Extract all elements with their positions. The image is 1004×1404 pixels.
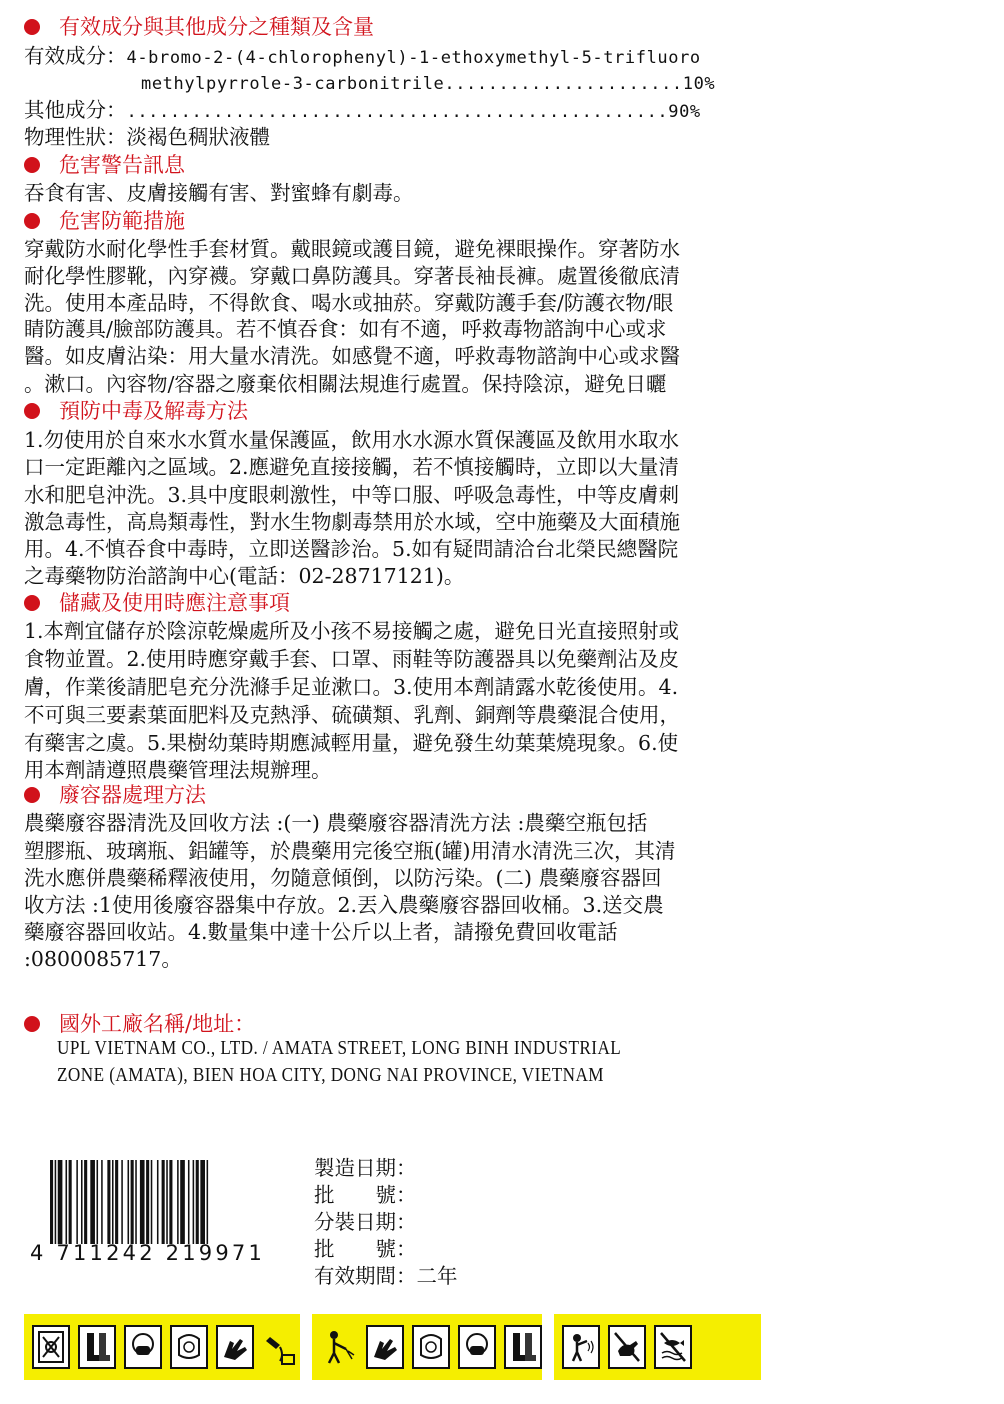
precaution-line: 洗。使用本產品時，不得飲食、喝水或抽菸。穿戴防護手套/防護衣物/眼 bbox=[24, 291, 674, 315]
harmful-animals-icon bbox=[608, 1325, 646, 1369]
active-label: 有效成分： bbox=[24, 44, 127, 68]
section-heading-storage bbox=[24, 590, 290, 616]
barcode-bar bbox=[188, 1160, 190, 1244]
barcode-bar bbox=[162, 1160, 165, 1244]
storage-line: 1.本劑宜儲存於陰涼乾燥處所及小孩不易接觸之處，避免日光直接照射或 bbox=[24, 619, 680, 643]
storage-line: 不可與三要素葉面肥料及克熱淨、硫磺類、乳劑、銅劑等農藥混合使用， bbox=[24, 703, 680, 727]
bullet-icon bbox=[24, 213, 40, 229]
barcode-bar bbox=[193, 1160, 195, 1244]
barcode-bar bbox=[50, 1160, 53, 1244]
pictogram-separator bbox=[300, 1314, 312, 1380]
other-label: 其他成分： bbox=[24, 98, 127, 122]
active-ingredient-line1: 4-bromo-2-(4-chlorophenyl)-1-ethoxymethyl-5-trifluoro bbox=[126, 48, 701, 68]
boots-icon bbox=[78, 1325, 116, 1369]
bullet-icon bbox=[24, 1016, 40, 1032]
batch-number-label: 批 號： bbox=[314, 1237, 417, 1261]
poisoning-line: 激急毒性，高鳥類毒性，對水生物劇毒禁用於水域，空中施藥及大面積施 bbox=[24, 510, 680, 534]
other-ingredient-row bbox=[24, 97, 701, 123]
packaging-date-label: 分裝日期： bbox=[314, 1210, 417, 1234]
poisoning-line: 之毒藥物防治諮詢中心(電話：02-28717121)。 bbox=[24, 564, 465, 588]
storage-line: 有藥害之虞。5.果樹幼葉時期應減輕用量，避免發生幼葉葉燒現象。6.使 bbox=[24, 731, 679, 755]
sprayer-icon bbox=[320, 1325, 358, 1369]
section-heading-precautions bbox=[24, 208, 185, 234]
barcode-bar bbox=[121, 1160, 123, 1244]
barcode-bar bbox=[146, 1160, 149, 1244]
barcode-bar bbox=[196, 1160, 199, 1244]
store-locked-icon bbox=[32, 1325, 70, 1369]
disposal-line: 塑膠瓶、玻璃瓶、鋁罐等，於農藥用完後空瓶(罐)用清水清洗三次，其清 bbox=[24, 839, 676, 863]
section-heading-hazard-warning bbox=[24, 152, 185, 178]
barcode-bar bbox=[169, 1160, 172, 1244]
bullet-icon bbox=[24, 787, 40, 803]
barcode-bar bbox=[135, 1160, 137, 1244]
barcode-bar bbox=[166, 1160, 168, 1244]
precaution-line: 穿戴防水耐化學性手套材質。戴眼鏡或護目鏡，避免裸眼操作。穿著防水 bbox=[24, 237, 680, 261]
harmful-fish-icon bbox=[654, 1325, 692, 1369]
barcode-bar bbox=[140, 1160, 145, 1244]
poisoning-line: 水和肥皂沖洗。3.具中度眼刺激性，中等口服、呼吸急毒性，中等皮膚刺 bbox=[24, 483, 680, 507]
section-heading-foreign-factory bbox=[24, 1011, 255, 1037]
disposal-line: 藥廢容器回收站。4.數量集中達十公斤以上者，請撥免費回收電話 bbox=[24, 920, 618, 944]
barcode-bar bbox=[107, 1160, 110, 1244]
heading-text: 預防中毒及解毒方法 bbox=[59, 399, 248, 423]
barcode-bar bbox=[151, 1160, 153, 1244]
heading-text: 有效成分與其他成分之種類及含量 bbox=[59, 15, 374, 39]
barcode-bar bbox=[177, 1160, 179, 1244]
heading-text: 儲藏及使用時應注意事項 bbox=[59, 591, 290, 615]
heading-text: 危害防範措施 bbox=[59, 209, 185, 233]
bullet-icon bbox=[24, 403, 40, 419]
mask-icon bbox=[458, 1325, 496, 1369]
poisoning-line: 口一定距離內之區域。2.應避免直接接觸，若不慎接觸時，立即以大量清 bbox=[24, 455, 680, 479]
barcode-bar bbox=[58, 1160, 63, 1244]
bullet-icon bbox=[24, 19, 40, 35]
barcode-bar bbox=[157, 1160, 159, 1244]
barcode-bar bbox=[66, 1160, 68, 1244]
mask-icon bbox=[124, 1325, 162, 1369]
physical-value: 淡褐色稠狀液體 bbox=[126, 125, 270, 149]
barcode-bar bbox=[55, 1160, 57, 1244]
barcode-bar bbox=[84, 1160, 87, 1244]
heading-text: 國外工廠名稱/地址： bbox=[59, 1012, 256, 1036]
bullet-icon bbox=[24, 157, 40, 173]
section-heading-poisoning bbox=[24, 398, 248, 424]
barcode-bar bbox=[69, 1160, 72, 1244]
hazard-warning-line: 吞食有害、皮膚接觸有害、對蜜蜂有劇毒。 bbox=[24, 181, 414, 205]
barcode-bar bbox=[128, 1160, 130, 1244]
disposal-line: 農藥廢容器清洗及回收方法 :(一) 農藥廢容器清洗方法 :農藥空瓶包括 bbox=[24, 811, 648, 835]
other-ingredient-value: ..................................................90% bbox=[126, 102, 701, 122]
barcode-bar bbox=[112, 1160, 114, 1244]
barcode-bars bbox=[36, 1160, 286, 1244]
precaution-line: 。漱口。內容物/容器之廢棄依相關法規進行處置。保持陰涼，避免日曬 bbox=[24, 372, 667, 396]
pictogram-group-use bbox=[312, 1314, 542, 1380]
storage-line: 用本劑請遵照農藥管理法規辦理。 bbox=[24, 758, 332, 782]
barcode-digits: 4 711242 219971 bbox=[30, 1241, 266, 1265]
wash-icon bbox=[562, 1325, 600, 1369]
disposal-line: 收方法 :1使用後廢容器集中存放。2.丟入農藥廢容器回收桶。3.送交農 bbox=[24, 893, 664, 917]
mix-pour-icon bbox=[262, 1325, 300, 1369]
batch-number-label: 批 號： bbox=[314, 1183, 417, 1207]
precaution-line: 睛防護具/臉部防護具。若不慎吞食：如有不適，呼救毒物諮詢中心或求 bbox=[24, 317, 667, 341]
precaution-line: 耐化學性膠靴，內穿襪。穿戴口鼻防護具。穿著長袖長褲。處置後徹底清 bbox=[24, 264, 680, 288]
poisoning-line: 用。4.不慎吞食中毒時，立即送醫診治。5.如有疑問請洽台北榮民總醫院 bbox=[24, 537, 679, 561]
barcode-bar bbox=[115, 1160, 118, 1244]
boots-icon bbox=[504, 1325, 542, 1369]
active-ingredient-row bbox=[24, 43, 701, 69]
section-heading-ingredients bbox=[24, 14, 374, 40]
storage-line: 膚，作業後請肥皂充分洗滌手足並漱口。3.使用本劑請露水乾後使用。4. bbox=[24, 675, 679, 699]
face-shield-icon bbox=[170, 1325, 208, 1369]
pictogram-separator bbox=[542, 1314, 554, 1380]
disposal-line: 洗水應併農藥稀釋液使用，勿隨意傾倒，以防污染。(二) 農藥廢容器回 bbox=[24, 866, 662, 890]
expiry-period: 有效期間：二年 bbox=[314, 1264, 458, 1288]
storage-line: 食物並置。2.使用時應穿戴手套、口罩、雨鞋等防護器具以免藥劑沾及皮 bbox=[24, 647, 680, 671]
barcode-bar bbox=[101, 1160, 103, 1244]
barcode-bar bbox=[131, 1160, 134, 1244]
barcode-bar bbox=[76, 1160, 78, 1244]
bullet-icon bbox=[24, 595, 40, 611]
poisoning-line: 1.勿使用於自來水水質水量保護區，飲用水水源水質保護區及飲用水取水 bbox=[24, 428, 680, 452]
barcode-bar bbox=[200, 1160, 205, 1244]
physical-state-row bbox=[24, 124, 270, 150]
heading-text: 廢容器處理方法 bbox=[59, 783, 206, 807]
disposal-line: :0800085717。 bbox=[24, 947, 182, 971]
barcode-bar bbox=[90, 1160, 95, 1244]
factory-address-line: ZONE (AMATA), BIEN HOA CITY, DONG NAI PROVINCE, VIETNAM bbox=[57, 1065, 604, 1086]
gloves-icon bbox=[216, 1325, 254, 1369]
barcode-bar bbox=[207, 1160, 209, 1244]
pictogram-bar bbox=[24, 1314, 761, 1380]
pictogram-group-storage bbox=[24, 1314, 300, 1380]
heading-text: 危害警告訊息 bbox=[59, 153, 185, 177]
section-heading-container-disposal bbox=[24, 782, 206, 808]
manufacture-date-label: 製造日期： bbox=[314, 1156, 417, 1180]
physical-label: 物理性狀： bbox=[24, 125, 127, 149]
barcode-bar bbox=[180, 1160, 185, 1244]
gloves-icon bbox=[366, 1325, 404, 1369]
face-shield-icon bbox=[412, 1325, 450, 1369]
barcode-bar bbox=[81, 1160, 83, 1244]
pictogram-group-after-use bbox=[554, 1314, 692, 1380]
active-ingredient-line2: methylpyrrole-3-carbonitrile......................10% bbox=[141, 74, 716, 94]
factory-address-line: UPL VIETNAM CO., LTD. / AMATA STREET, LONG BINH INDUSTRIAL bbox=[57, 1038, 622, 1059]
barcode-bar bbox=[97, 1160, 99, 1244]
precaution-line: 醫。如皮膚沾染：用大量水清洗。如感覺不適，呼救毒物諮詢中心或求醫 bbox=[24, 344, 680, 368]
